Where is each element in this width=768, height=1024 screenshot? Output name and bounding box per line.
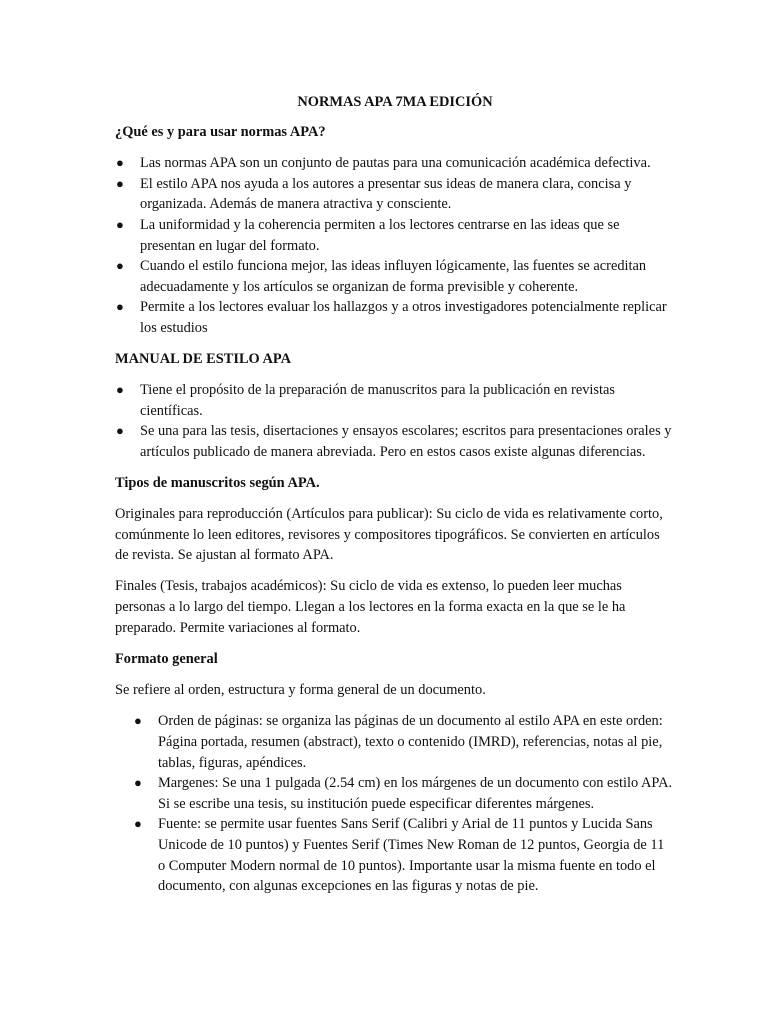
bullet-icon: ●: [134, 816, 142, 832]
list-item: ● Orden de páginas: se organiza las páginas de un documento al estilo APA en este orden: Página portada, resumen (abstract), texto o contenido (IMRD), referencias, notas al pie, tablas, figuras, apéndices.: [134, 713, 663, 771]
list-item: ● Se una para las tesis, disertaciones y ensayos escolares; escritos para presentaciones orales y artículos publicado de manera abreviada. Pero en estos casos existe algunas diferencias.: [116, 423, 672, 460]
bullet-list-formato: [115, 711, 675, 896]
document-title: NORMAS APA 7MA EDICIÓN: [297, 94, 493, 110]
bullet-icon: ●: [134, 713, 142, 729]
bullet-icon: ●: [116, 299, 124, 315]
bullet-list-que-es: [115, 153, 675, 338]
list-item: ● La uniformidad y la coherencia permiten a los lectores centrarse en las ideas que se presentan en lugar del formato.: [116, 216, 620, 254]
bullet-icon: ●: [134, 775, 142, 791]
bullet-icon: ●: [116, 155, 124, 171]
list-item: ● Margenes: Se una 1 pulgada (2.54 cm) en los márgenes de un documento con estilo APA. Si se escribe una tesis, su institución puede especificar diferentes márgenes.: [134, 775, 673, 812]
bullet-icon: ●: [116, 382, 124, 398]
paragraph-formato-intro: Se refiere al orden, estructura y forma general de un documento.: [115, 682, 486, 699]
section-heading-manual: MANUAL DE ESTILO APA: [115, 350, 292, 367]
paragraph-finales: Finales (Tesis, trabajos académicos): Su ciclo de vida es extenso, lo pueden leer muchas personas a lo largo del tiempo. Llegan a los lectores en la forma exacta en la que se le ha preparado. Permite variaciones al formato.: [115, 578, 626, 636]
list-item: ● Tiene el propósito de la preparación de manuscritos para la publicación en revistas científicas.: [116, 382, 616, 419]
bullet-icon: ●: [116, 216, 124, 232]
bullet-icon: ●: [116, 175, 124, 191]
section-heading-formato: Formato general: [115, 650, 218, 667]
bullet-list-manual: [115, 380, 675, 462]
section-heading-tipos: Tipos de manuscritos según APA.: [115, 474, 320, 491]
list-item: ● Cuando el estilo funciona mejor, las ideas influyen lógicamente, las fuentes se acreditan adecuadamente y los artículos se organizan de forma previsible y coherente.: [116, 258, 647, 295]
section-heading-que-es: ¿Qué es y para usar normas APA?: [115, 123, 326, 140]
bullet-icon: ●: [116, 258, 124, 274]
document-body: [115, 92, 675, 907]
paragraph-originales: Originales para reproducción (Artículos para publicar): Su ciclo de vida es relativamente corto, comúnmente lo leen editores, revisores y compositores tipográficos. Se convierten en artículos de revista. Se ajustan al formato APA.: [115, 506, 663, 564]
list-item: ● El estilo APA nos ayuda a los autores a presentar sus ideas de manera clara, concisa y organizada. Además de manera atractiva y consciente.: [116, 175, 632, 213]
list-item: ● Permite a los lectores evaluar los hallazgos y a otros investigadores potencialmente replicar los estudios: [116, 299, 667, 336]
bullet-icon: ●: [116, 423, 124, 439]
list-item: ● Fuente: se permite usar fuentes Sans Serif (Calibri y Arial de 11 puntos y Lucida Sans Unicode de 10 puntos) y Fuentes Serif (Times New Roman de 12 puntos, Georgia de 11 o Computer Modern normal de 10 puntos). Importante usar la misma fuente en todo el documento, con algunas excepciones en las figuras y notas de pie.: [134, 816, 665, 895]
list-item: ● Las normas APA son un conjunto de pautas para una comunicación académica defectiva.: [115, 153, 675, 174]
